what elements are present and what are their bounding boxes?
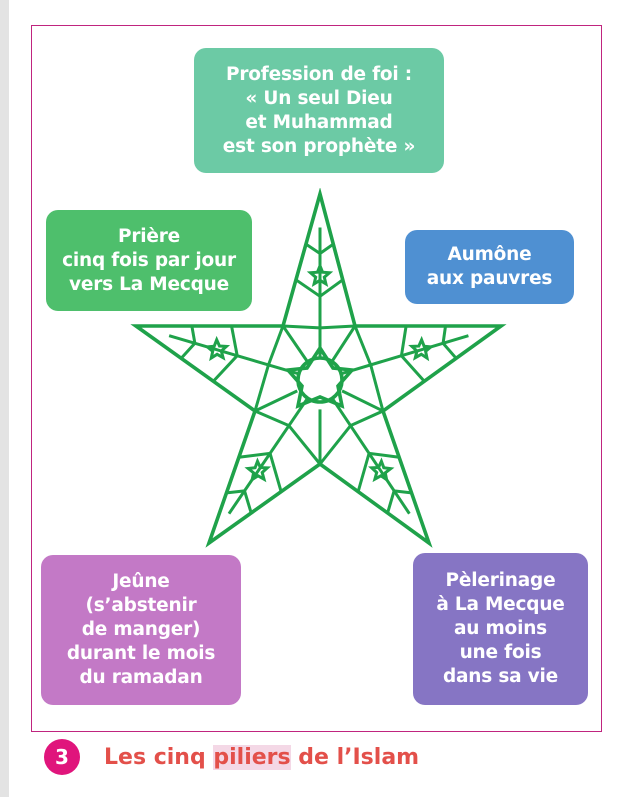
star-lattice-line	[306, 244, 320, 253]
star-lattice-line	[255, 411, 289, 426]
figure-caption	[44, 737, 419, 777]
pillar-text-line: vers La Mecque	[69, 273, 229, 295]
pillar-text-line: cinq fois par jour	[62, 249, 236, 271]
star-lattice-line	[245, 491, 252, 513]
caption-text-before: Les cinq	[104, 744, 214, 770]
star-lattice-line	[424, 358, 456, 381]
page-margin-rule	[0, 0, 9, 797]
pillar-text-line: à La Mecque	[436, 594, 565, 615]
pillar-box-fasting	[41, 555, 241, 705]
star-lattice-line	[251, 492, 281, 513]
pillar-text-line: Aumône	[447, 244, 532, 265]
pillar-box-pilgrimage	[413, 553, 588, 705]
pillar-text-line: (s’abstenir	[85, 595, 197, 616]
star-lattice-line	[342, 391, 383, 411]
caption-highlight-word: piliers	[213, 744, 291, 770]
star-lattice-line	[226, 457, 238, 493]
star-lattice-line	[181, 343, 195, 358]
pillar-text-line: Prière	[117, 225, 181, 247]
star-lattice-line	[358, 492, 387, 513]
star-lattice-line	[289, 426, 320, 464]
star-lattice-line	[270, 453, 281, 491]
star-lattice-line	[332, 326, 355, 361]
star-lattice-line	[226, 491, 244, 493]
star-lattice-line	[399, 457, 411, 493]
star-lattice-line	[213, 356, 237, 382]
pillar-text-line: dans sa vie	[442, 666, 559, 687]
pillar-text-line: et Muhammad	[245, 111, 393, 133]
pillar-text-line: est son prophète »	[222, 135, 416, 157]
star-lattice-line	[296, 244, 306, 280]
pillar-text-line: Jeûne	[112, 571, 170, 592]
star-lattice-line	[320, 244, 333, 253]
star-lattice-line	[232, 326, 238, 356]
pillar-box-faith	[194, 48, 444, 173]
star-lattice-line	[268, 326, 283, 365]
islamic-geometric-star-icon	[125, 188, 517, 554]
star-lattice-line	[401, 356, 424, 382]
star-lattice-line	[394, 491, 411, 493]
star-lattice-line	[320, 326, 355, 328]
star-lattice-line	[443, 343, 456, 358]
pillar-text-line: aux pauvres	[426, 268, 553, 289]
star-lattice-line	[283, 326, 320, 328]
pillar-text-line: une fois	[459, 642, 542, 663]
star-lattice-line	[388, 491, 395, 513]
pillar-text-line: Profession de foi :	[225, 63, 413, 85]
pillar-text-line: au moins	[453, 618, 547, 639]
pillar-text-line: « Un seul Dieu	[245, 87, 393, 109]
star-lattice-line	[355, 326, 371, 365]
star-lattice-line	[192, 326, 195, 343]
star-lattice-line	[283, 326, 307, 361]
pillar-text-line: du ramadan	[79, 667, 203, 688]
star-lattice-line	[371, 365, 383, 411]
figure-number-badge: 3	[44, 739, 80, 775]
star-lattice-line	[239, 453, 270, 457]
star-lattice-line	[333, 244, 342, 280]
star-lattice-line	[320, 426, 351, 464]
caption-text-after: de l’Islam	[290, 744, 420, 770]
star-lattice-line	[351, 411, 383, 426]
star-lattice-line	[369, 453, 399, 457]
star-lattice-line	[443, 326, 445, 343]
figure-caption-text	[104, 745, 419, 770]
pillar-text-line: de manger)	[81, 619, 201, 640]
star-lattice-line	[181, 358, 213, 381]
star-lattice-line	[358, 453, 369, 491]
pillar-text-line: Pèlerinage	[445, 570, 556, 591]
star-lattice-line	[401, 326, 406, 356]
pillar-text-line: durant le mois	[66, 643, 216, 664]
